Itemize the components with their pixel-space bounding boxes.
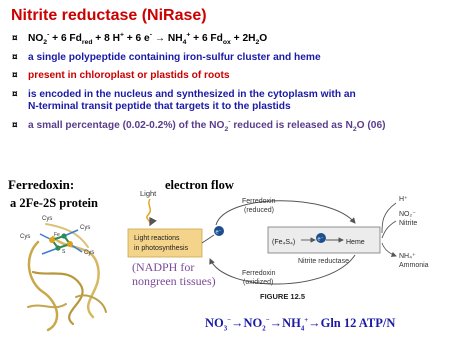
nitrite-label: Nitrite bbox=[399, 220, 418, 227]
fe4s4-label: (Fe₄S₄) bbox=[272, 239, 296, 246]
s-label: S bbox=[62, 249, 66, 255]
bullet-mark: ¤ bbox=[12, 70, 18, 81]
ferredoxin-oxidized-line1: Ferredoxin bbox=[242, 270, 276, 277]
heme-label: Heme bbox=[346, 239, 365, 246]
bullet-mark: ¤ bbox=[12, 119, 18, 131]
bullet-polypeptide bbox=[12, 52, 448, 65]
bullet-text: a single polypeptide containing iron-sulfur cluster and heme bbox=[28, 51, 321, 63]
nitrite-reductase-label: Nitrite reductase bbox=[298, 258, 349, 265]
ferredoxin-oxidized-line2: (oxidized) bbox=[243, 279, 274, 286]
h-plus-arrow bbox=[382, 203, 396, 233]
ferredoxin-reduced-line1: Ferredoxin bbox=[242, 198, 276, 205]
reaction-equation: $NO_2^- + 6$ $Fd_{red} + 8$ H+ + 6 $e^- \to NH_4^+ + 6$ $Fd_{ox} + 2H_2O$ bbox=[28, 31, 268, 47]
bullet-list bbox=[12, 33, 448, 138]
cys-label: Cys bbox=[84, 250, 95, 256]
fe-label: Fe bbox=[54, 232, 60, 238]
light-reactions-line1: Light reactions bbox=[134, 235, 180, 242]
no2-label: NO₂⁻ bbox=[399, 211, 416, 218]
bullet-n2o bbox=[12, 120, 448, 133]
cys-label: Cys bbox=[20, 234, 31, 240]
bullet-mark: ¤ bbox=[12, 88, 18, 100]
nh4-label: NH₄⁺ bbox=[399, 253, 416, 260]
bullet-mark: ¤ bbox=[12, 33, 18, 44]
light-label: Light bbox=[140, 189, 157, 198]
bullet-encoding bbox=[12, 89, 448, 114]
light-wave-icon bbox=[147, 199, 150, 225]
connector-line bbox=[202, 235, 214, 243]
bullet-text: present in chloroplast or plastids of roots bbox=[28, 70, 230, 81]
figure-caption: FIGURE 12.5 bbox=[260, 292, 306, 301]
ammonia-arrow bbox=[382, 243, 396, 256]
light-reactions-box bbox=[128, 229, 202, 257]
nadph-note-line1: (NADPH for bbox=[132, 260, 195, 274]
bullet-text: a small percentage (0.02-0.2%) of the $NO_2^-$ reduced is released as $N_2O$ (06) bbox=[28, 118, 386, 133]
ammonia-label: Ammonia bbox=[399, 262, 429, 269]
nitrogen-assimilation-formula: $NO_3^-\to NO_2^-\to NH_4^+\to Gln$ 12 ATP/N bbox=[205, 316, 396, 333]
light-reactions-line2: in photosynthesis bbox=[134, 245, 189, 252]
bullet-text-line2: N-terminal transit peptide that targets it to the plastids bbox=[28, 101, 291, 112]
bullet-mark: ¤ bbox=[12, 51, 18, 63]
bullet-location bbox=[12, 70, 448, 83]
nadph-note bbox=[132, 260, 216, 288]
cys-label: Cys bbox=[80, 225, 91, 231]
ferredoxin-structure-image bbox=[18, 212, 112, 336]
electron-flow-title: electron flow bbox=[165, 178, 234, 192]
bullet-text-line1: is encoded in the nucleus and synthesized in the cytoplasm with an bbox=[28, 88, 356, 100]
arc-top-arrow bbox=[216, 201, 355, 225]
nitrite-arrow bbox=[382, 221, 396, 238]
ferredoxin-title: Ferredoxin: bbox=[8, 177, 75, 192]
slide-title: Nitrite reductase (NiRase) bbox=[11, 7, 207, 24]
ferredoxin-subtitle: a 2Fe-2S protein bbox=[10, 196, 98, 210]
cys-label: Cys bbox=[42, 216, 53, 222]
h-plus-label: H⁺ bbox=[399, 196, 408, 203]
ferredoxin-reduced-line2: (reduced) bbox=[244, 207, 274, 214]
electron-label: e⁻ bbox=[317, 236, 324, 243]
nadph-note-line2: nongreen tissues) bbox=[132, 274, 216, 288]
electron-label: e⁻ bbox=[215, 229, 222, 236]
bullet-equation bbox=[12, 33, 448, 46]
